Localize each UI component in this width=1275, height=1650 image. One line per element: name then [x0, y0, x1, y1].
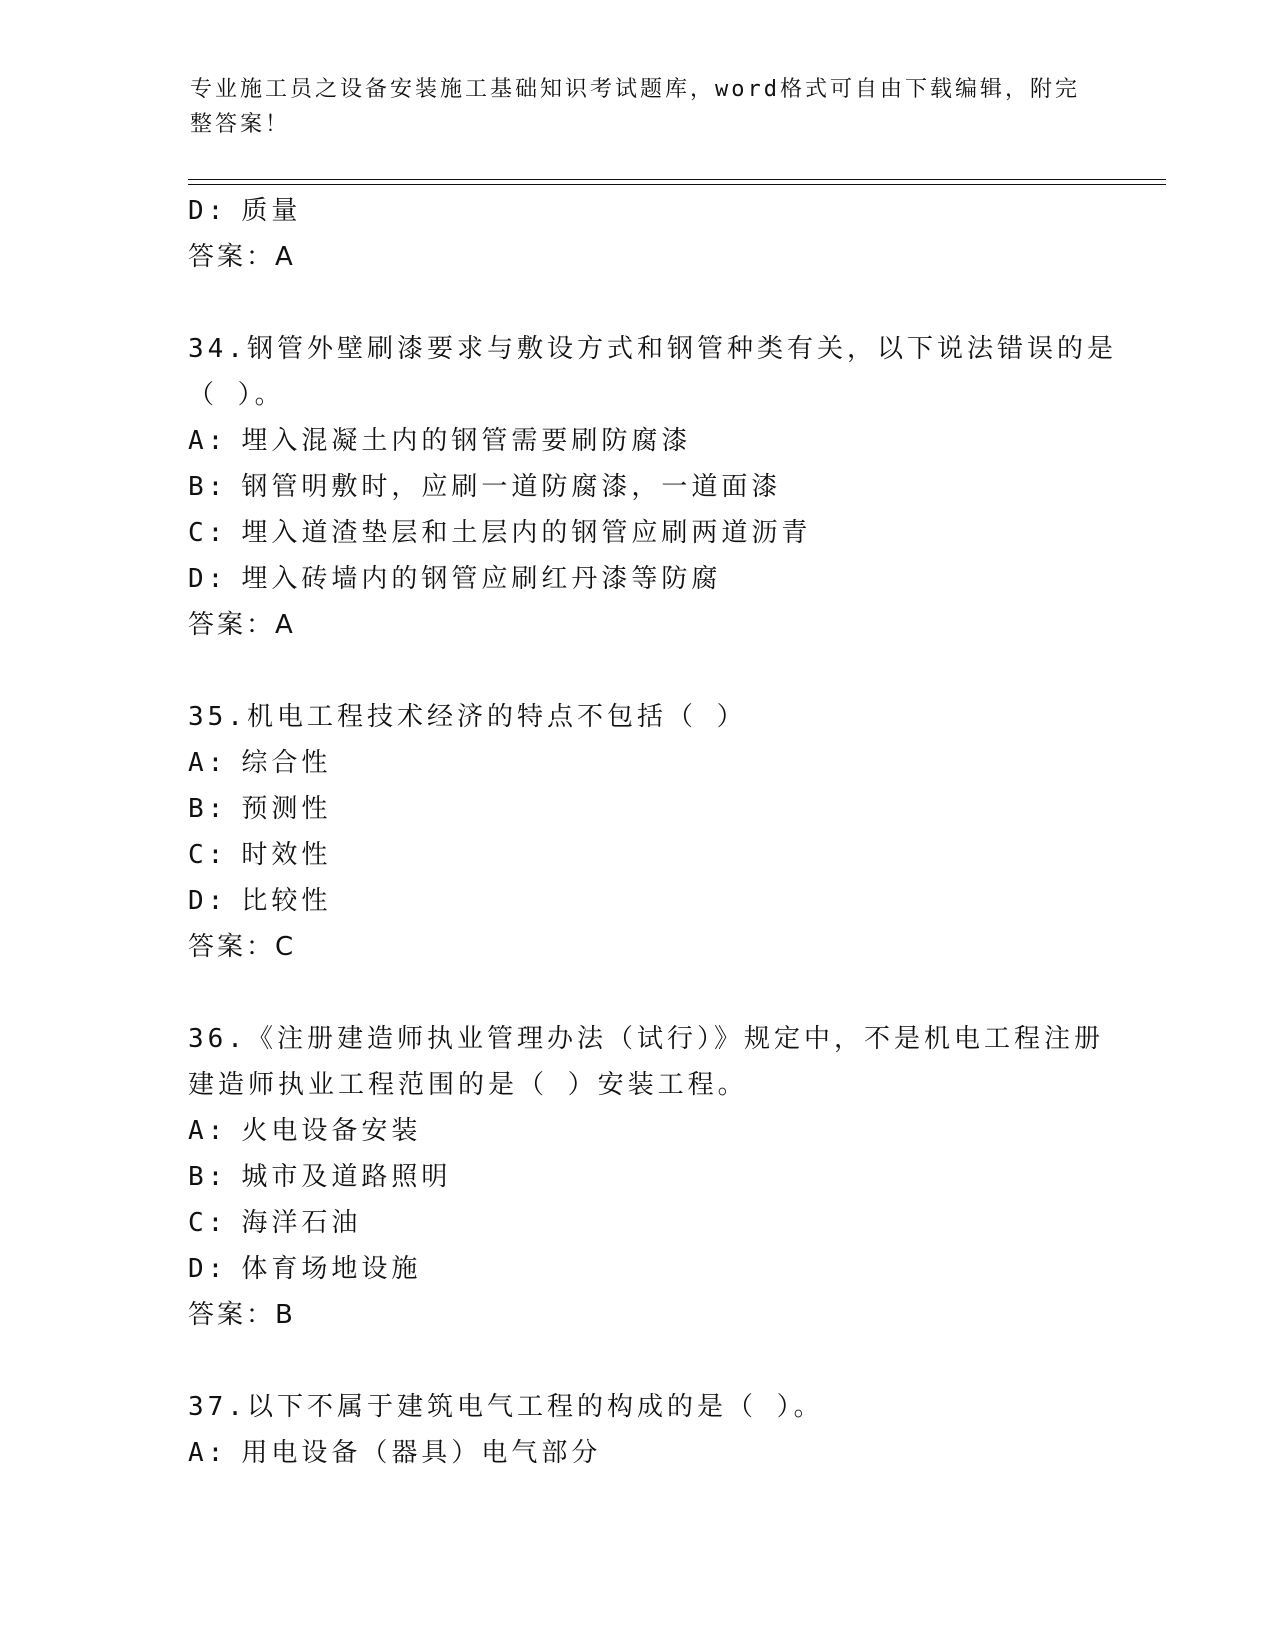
option-c: [188, 832, 1088, 878]
spacer: [188, 648, 1088, 694]
question-stem-continued: （ ）。: [188, 380, 285, 410]
option-a: [188, 1108, 1088, 1154]
option-b: [188, 464, 1088, 510]
option-text: 综合性: [241, 748, 332, 778]
spacer: [188, 1338, 1088, 1384]
option-text: 用电设备（器具）电气部分: [241, 1438, 602, 1468]
option-d: [188, 878, 1088, 924]
question-35: [188, 694, 1088, 970]
option-text: 埋入混凝土内的钢管需要刷防腐漆: [241, 426, 692, 456]
option-c: [188, 510, 1088, 556]
header-title-line-2: 整答案！: [190, 112, 291, 137]
option-c: [188, 1200, 1088, 1246]
document-header: [190, 72, 1090, 142]
question-stem-continued: 建造师执业工程范围的是（ ）安装工程。: [188, 1070, 748, 1100]
option-label: B:: [188, 794, 228, 824]
spacer: [188, 970, 1088, 1016]
option-d: [188, 1246, 1088, 1292]
question-stem: 34.钢管外壁刷漆要求与敷设方式和钢管种类有关，以下说法错误的是: [188, 334, 1117, 364]
option-d: [188, 188, 1088, 234]
answer-line: 答案：C: [188, 932, 297, 962]
option-a: [188, 418, 1088, 464]
header-divider-bottom: [188, 184, 1166, 185]
option-label: C:: [188, 518, 228, 548]
option-label: C:: [188, 1208, 228, 1238]
option-text: 钢管明敷时，应刷一道防腐漆，一道面漆: [241, 472, 782, 502]
option-label: D:: [188, 564, 228, 594]
option-text: 火电设备安装: [241, 1116, 422, 1146]
header-divider-top: [188, 179, 1166, 180]
option-label: B:: [188, 472, 228, 502]
option-label: A:: [188, 1116, 228, 1146]
option-label: D:: [188, 886, 228, 916]
option-label: A:: [188, 1438, 228, 1468]
option-a: [188, 1430, 1088, 1476]
option-label: C:: [188, 840, 228, 870]
question-37: [188, 1384, 1088, 1476]
question-list: [188, 188, 1117, 1476]
answer-line: 答案：A: [188, 610, 296, 640]
question-stem: 37.以下不属于建筑电气工程的构成的是（ ）。: [188, 1392, 824, 1422]
option-d: [188, 556, 1088, 602]
option-b: [188, 786, 1088, 832]
option-text: 海洋石油: [241, 1208, 362, 1238]
option-label: D:: [188, 196, 228, 226]
question-stem: 36.《注册建造师执业管理办法（试行）》规定中，不是机电工程注册: [188, 1024, 1104, 1054]
question-34: [188, 326, 1117, 648]
question-36: [188, 1016, 1104, 1338]
header-title-line-1: 专业施工员之设备安装施工基础知识考试题库，word格式可自由下载编辑，附完: [190, 77, 1080, 102]
option-label: A:: [188, 426, 228, 456]
option-text: 质量: [241, 196, 302, 226]
option-label: A:: [188, 748, 228, 778]
option-a: [188, 740, 1088, 786]
option-text: 埋入砖墙内的钢管应刷红丹漆等防腐: [241, 564, 722, 594]
option-label: B:: [188, 1162, 228, 1192]
answer-line: 答案：A: [188, 242, 296, 272]
option-b: [188, 1154, 1088, 1200]
question-stem: 35.机电工程技术经济的特点不包括（ ）: [188, 702, 747, 732]
answer-line: 答案：B: [188, 1300, 296, 1330]
option-label: D:: [188, 1254, 228, 1284]
option-text: 体育场地设施: [241, 1254, 422, 1284]
spacer: [188, 280, 1088, 326]
option-text: 城市及道路照明: [241, 1162, 452, 1192]
option-text: 预测性: [241, 794, 332, 824]
option-text: 时效性: [241, 840, 332, 870]
option-text: 比较性: [241, 886, 332, 916]
option-text: 埋入道渣垫层和土层内的钢管应刷两道沥青: [241, 518, 812, 548]
